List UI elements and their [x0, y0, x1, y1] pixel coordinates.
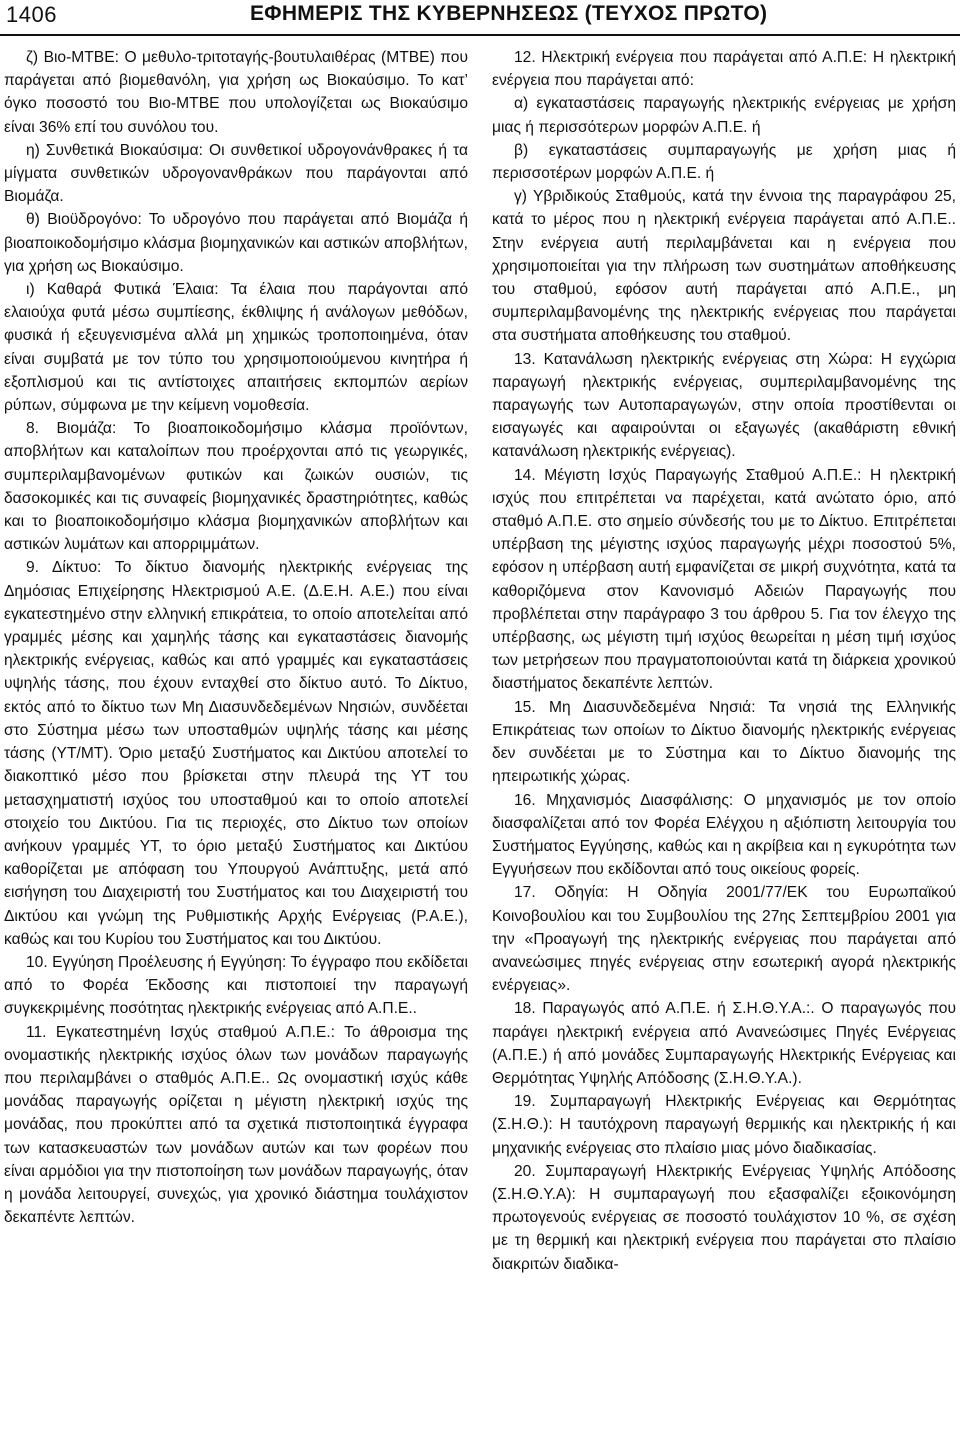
left-column — [4, 46, 468, 1229]
header-rule — [0, 34, 960, 36]
paragraph-11: 11. Εγκατεστημένη Ισχύς σταθμού Α.Π.Ε.: Το άθροισμα της ονομαστικής ηλεκτρικής ισχύος όλων των μονάδων παραγωγής που περιλαμβάνει ο σταθμός Α.Π.Ε.. Ως ονομαστική ισχύς κάθε μονάδας παραγωγής ορίζεται η μέγιστη ηλεκτρική ισχύς της μονάδας, που προκύπτει από τα σχετικά πιστοποιητικά έγγραφα των κατασκευαστών των μονάδων αυτών και των φορέων που είναι αρμόδιοι για την πιστοποίηση των μονάδων παραγωγής, όταν η μονάδα λειτουργεί, συνεχώς, για χρονικό διάστημα τουλάχιστον δεκαπέντε λεπτών. — [4, 1023, 468, 1227]
paragraph-19: 19. Συμπαραγωγή Ηλεκτρικής Ενέργειας και Θερμότητας (Σ.Η.Θ.): Η ταυτόχρονη παραγωγή θερμικής και ηλεκτρικής ή και μηχανικής ενέργειας στο πλαίσιο μιας μόνο διαδικασίας. — [492, 1093, 956, 1157]
paragraph-12: 12. Ηλεκτρική ενέργεια που παράγεται από Α.Π.Ε: Η ηλεκτρική ενέργεια που παράγεται από: — [492, 49, 956, 90]
paragraph-20: 20. Συμπαραγωγή Ηλεκτρικής Ενέργειας Υψηλής Απόδοσης (Σ.Η.Θ.Υ.Α): Η συμπαραγωγή που εξασφαλίζει εξοικονόμηση πρωτογενούς ενέργειας σε ποσοστό τουλάχιστον 10 %, σε σχέση με τη θερμική και ηλεκτρική ενέργεια που παράγεται στο πλαίσιο διακριτών διαδικα- — [492, 1162, 956, 1273]
paragraph-eta: η) Συνθετικά Βιοκαύσιμα: Οι συνθετικοί υδρογονάνθρακες ή τα μίγματα συνθετικών υδρογονανθράκων που παράγονται από Βιομάζα. — [4, 141, 468, 206]
paragraph-14: 14. Μέγιστη Ισχύς Παραγωγής Σταθμού Α.Π.Ε.: Η ηλεκτρική ισχύς που επιτρέπεται να παρέχεται, κατά ανώτατο όριο, από σταθμό Α.Π.Ε. στο σημείο σύνδεσής του με το Δίκτυο. Επιτρέπεται υπέρβαση της μέγιστης ισχύος παραγωγής μέχρι ποσοστού 5%, εφόσον η υπέρβαση αυτή εμφανίζεται σε μικρή συχνότητα, κατά τα καθοριζόμενα στον Κανονισμό Αδειών Παραγωγής που προβλέπεται στην παράγραφο 3 του άρθρου 5. Για τον έλεγχο της υπέρβασης, ως μέγιστη τιμή ισχύος θεωρείται η μέση τιμή ισχύος των μετρήσεων που πραγματοποιούνται κατά τη διάρκεια χρονικού διαστήματος δεκαπέντε λεπτών. — [492, 466, 956, 693]
page-header — [0, 0, 960, 32]
journal-title: ΕΦΗΜΕΡΙΣ ΤΗΣ ΚΥΒΕΡΝΗΣΕΩΣ (ΤΕΥΧΟΣ ΠΡΩΤΟ) — [250, 2, 768, 25]
paragraph-zeta: ζ) Βιο-ΜΤΒΕ: Ο μεθυλο-τριτοταγής-βουτυλαιθέρας (ΜΤΒΕ) που παράγεται από βιομεθανόλη, για χρήση ως Βιοκαύσιμο. Το κατ’ όγκο ποσοστό του Βιο-ΜΤΒΕ που υπολογίζεται ως Βιοκαύσιμο είναι 36% επί του συνόλου του. — [4, 49, 468, 136]
paragraph-8: 8. Βιομάζα: Το βιοαποικοδομήσιμο κλάσμα προϊόντων, αποβλήτων και καταλοίπων που προέρχονται από τις γεωργικές, συμπεριλαμβανομένων φυτικών και ζωικών ουσιών, τις δασοκομικές και τις συναφείς βιομηχανικές δραστηριότητες, καθώς και το βιοαποικοδομήσιμο κλάσμα βιομηχανικών αποβλήτων και αστικών λυμάτων και απορριμμάτων. — [4, 420, 468, 554]
paragraph-12-alpha: α) εγκαταστάσεις παραγωγής ηλεκτρικής ενέργειας με χρήση μιας ή περισσότερων μορφών Α.Π.Ε. ή — [492, 95, 956, 136]
page-number: 1406 — [6, 2, 57, 27]
paragraph-9: 9. Δίκτυο: Το δίκτυο διανομής ηλεκτρικής ενέργειας της Δημόσιας Επιχείρησης Ηλεκτρισμού Α.Ε. (Δ.Ε.Η. Α.Ε.) που είναι εγκατεστημένο στην ελληνική επικράτεια, το οποίο αποτελείται από γραμμές μέσης και χαμηλής τάσης και εγκαταστάσεις διανομής ηλεκτρικής ενέργειας, καθώς και από γραμμές και εγκαταστάσεις υψηλής τάσης, που έχουν ενταχθεί στο δίκτυο αυτό. Το Δίκτυο, εκτός από το δίκτυο των Μη Διασυνδεδεμένων Νησιών, συνδέεται στο Σύστημα μέσω των υποσταθμών υψηλής τάσης και μέσης τάσης (ΥΤ/ΜΤ). Όριο μεταξύ Συστήματος και Δικτύου αποτελεί το διακοπτικό μέσο που βρίσκεται στην πλευρά της ΥΤ του μετασχηματιστή ισχύος του υποσταθμού και το οποίο αποτελεί στοιχείο του Δικτύου. Για τις περιοχές, στο Δίκτυο των οποίων ανήκουν γραμμές ΥΤ, το όριο μεταξύ Συστήματος και Δικτύου καθορίζεται με απόφαση του Υπουργού Ανάπτυξης, μετά από εισήγηση του Διαχειριστή του Συστήματος και του Διαχειριστή του Δικτύου και γνώμη της Ρυθμιστικής Αρχής Ενέργειας (Ρ.Α.Ε.), καθώς και του Κυρίου του Συστήματος και του Δικτύου. — [4, 559, 468, 948]
paragraph-theta: θ) Βιοϋδρογόνο: Το υδρογόνο που παράγεται από Βιομάζα ή βιοαποικοδομήσιμο κλάσμα βιομηχανικών και αστικών αποβλήτων, για χρήση ως Βιοκαύσιμο. — [4, 211, 468, 275]
paragraph-15: 15. Μη Διασυνδεδεμένα Νησιά: Τα νησιά της Ελληνικής Επικράτειας των οποίων το Δίκτυο διανομής ηλεκτρικής ενέργειας δεν συνδέεται με το Σύστημα και το Δίκτυο διανομής της ηπειρωτικής χώρας. — [492, 698, 956, 786]
paragraph-12-gamma: γ) Υβριδικούς Σταθμούς, κατά την έννοια της παραγράφου 25, κατά το μέρος που η ηλεκτρική ενέργεια παράγεται από Α.Π.Ε.. Στην ενέργεια αυτή περιλαμβάνεται και η ενέργεια που χρησιμοποιείται για την πλήρωση των συστημάτων αποθήκευσης του σταθμού, εφόσον αυτή παράγεται από Α.Π.Ε., μη συμπεριλαμβανομένης της ηλεκτρικής ενέργειας που παράγεται στα συστήματα αποθήκευσης του σταθμού. — [492, 188, 956, 345]
paragraph-18: 18. Παραγωγός από Α.Π.Ε. ή Σ.Η.Θ.Υ.Α.:. Ο παραγωγός που παράγει ηλεκτρική ενέργεια από Ανανεώσιμες Πηγές Ενέργειας (Α.Π.Ε.) ή από μονάδες Συμπαραγωγής Ηλεκτρικής Ενέργειας και Θερμότητας Υψηλής Απόδοσης (Σ.Η.Θ.Υ.Α.). — [492, 1000, 956, 1087]
paragraph-17: 17. Οδηγία: Η Οδηγία 2001/77/ΕΚ του Ευρωπαϊκού Κοινοβουλίου και του Συμβουλίου της 27ης Σεπτεμβρίου 2001 για την «Προαγωγή της ηλεκτρικής ενέργειας που παράγεται από ανανεώσιμες πηγές ενέργειας στην εσωτερική αγορά ηλεκτρικής ενέργειας». — [492, 884, 956, 995]
right-column — [492, 46, 956, 1276]
paragraph-10: 10. Εγγύηση Προέλευσης ή Εγγύηση: Το έγγραφο που εκδίδεται από το Φορέα Έκδοσης και πιστοποιεί την παραγωγή συγκεκριμένης ποσότητας ηλεκτρικής ενέργειας από Α.Π.Ε.. — [4, 953, 468, 1018]
paragraph-16: 16. Μηχανισμός Διασφάλισης: Ο μηχανισμός με τον οποίο διασφαλίζεται από τον Φορέα Ελέγχου η αξιόπιστη λειτουργία του Συστήματος Εγγύησης, καθώς και η ακρίβεια και η εγκυρότητα των Εγγυήσεων που εκδίδονται από τους οικείους φορείς. — [492, 791, 956, 879]
paragraph-iota: ι) Καθαρά Φυτικά Έλαια: Τα έλαια που παράγονται από ελαιούχα φυτά μέσω συμπίεσης, έκθλιψης ή ανάλογων μεθόδων, φυσικά ή εξευγενισμένα αλλά μη χημικώς τροποποιημένα, όταν είναι συμβατά με τον τύπο του χρησιμοποιούμενου κινητήρα ή εξοπλισμού και τις αντίστοιχες απαιτήσεις εκπομπών αερίων ρύπων, σύμφωνα με την κείμενη νομοθεσία. — [4, 281, 468, 415]
paragraph-12-beta: β) εγκαταστάσεις συμπαραγωγής με χρήση μιας ή περισσοτέρων μορφών Α.Π.Ε. ή — [492, 141, 956, 183]
paragraph-13: 13. Κατανάλωση ηλεκτρικής ενέργειας στη Χώρα: Η εγχώρια παραγωγή ηλεκτρικής ενέργειας, συμπεριλαμβανομένης της παραγωγής των Αυτοπαραγωγών, στην οποία προστίθενται οι εισαγωγές και αφαιρούνται οι εξαγωγές (ακαθάριστη εθνική κατανάλωση ηλεκτρικής ενέργειας). — [492, 350, 956, 461]
